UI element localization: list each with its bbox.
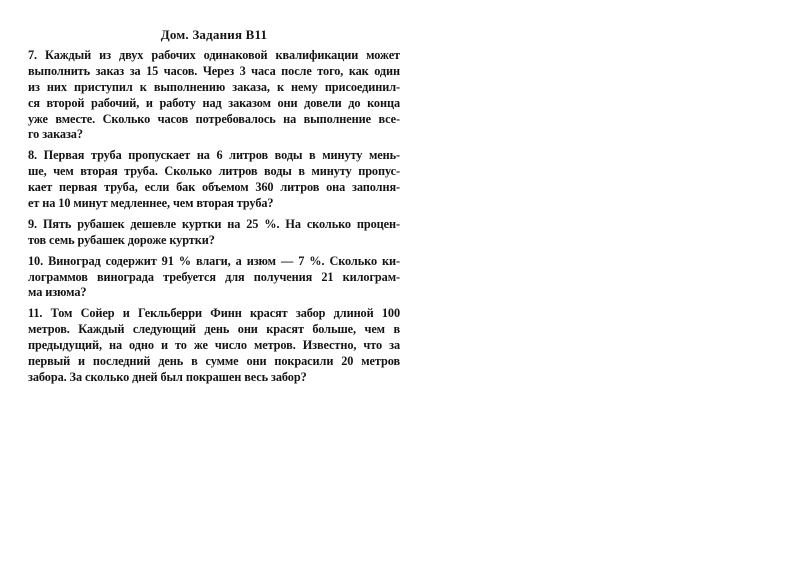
text-line: 8. Первая труба пропускает на 6 литров воды в минуту мень- bbox=[28, 148, 400, 163]
text-line: ся второй рабочий, и работу над заказом они довели до конца bbox=[28, 95, 400, 110]
text-line: 11. Том Сойер и Гекльберри Финн красят забор длиной 100 bbox=[28, 306, 400, 321]
text-line: 9. Пять рубашек дешевле куртки на 25 %. На сколько процен- bbox=[28, 216, 400, 231]
text-line: 7. Каждый из двух рабочих одинаковой квалификации может bbox=[28, 48, 400, 62]
text-line: кает первая труба, если бак объемом 360 литров она заполня- bbox=[28, 180, 400, 195]
text-column bbox=[28, 27, 400, 386]
text-line: метров. Каждый следующий день они красят больше, чем в bbox=[28, 322, 400, 337]
text-line: из них приступил к выполнению заказа, к нему присоединил- bbox=[28, 79, 400, 94]
problem-9 bbox=[28, 217, 400, 249]
text-line: первый и последний день в сумме они покрасили 20 метров bbox=[28, 354, 400, 369]
text-line: тов семь рубашек дороже куртки? bbox=[28, 232, 215, 247]
problem-10 bbox=[28, 254, 400, 302]
problem-11 bbox=[28, 306, 400, 385]
problem-8 bbox=[28, 148, 400, 212]
text-line: ма изюма? bbox=[28, 285, 87, 300]
problem-7 bbox=[28, 48, 400, 143]
text-line: уже вместе. Сколько часов потребовалось на выполнение все- bbox=[28, 111, 400, 126]
text-line: предыдущий, на одно и то же число метров. Известно, что за bbox=[28, 338, 400, 353]
text-line: ше, чем вторая труба. Сколько литров воды в минуту пропус- bbox=[28, 164, 400, 179]
problem-number: 10. bbox=[28, 253, 44, 268]
problem-number: 7. bbox=[28, 48, 38, 62]
problem-number: 11. bbox=[28, 306, 43, 321]
text-line: выполнить заказ за 15 часов. Через 3 часа после того, как один bbox=[28, 63, 400, 78]
text-line: забора. За сколько дней был покрашен весь забор? bbox=[28, 369, 307, 384]
problem-number: 8. bbox=[28, 148, 38, 163]
page-title: Дом. Задания В11 bbox=[160, 27, 268, 42]
problem-number: 9. bbox=[28, 216, 38, 231]
problems-list bbox=[28, 48, 400, 386]
text-line: лограммов винограда требуется для получения 21 килограм- bbox=[28, 269, 400, 284]
text-line: го заказа? bbox=[28, 127, 83, 142]
text-line: 10. Виноград содержит 91 % влаги, а изюм — 7 %. Сколько ки- bbox=[28, 253, 400, 268]
text-line: ет на 10 минут медленнее, чем вторая труба? bbox=[28, 196, 274, 211]
